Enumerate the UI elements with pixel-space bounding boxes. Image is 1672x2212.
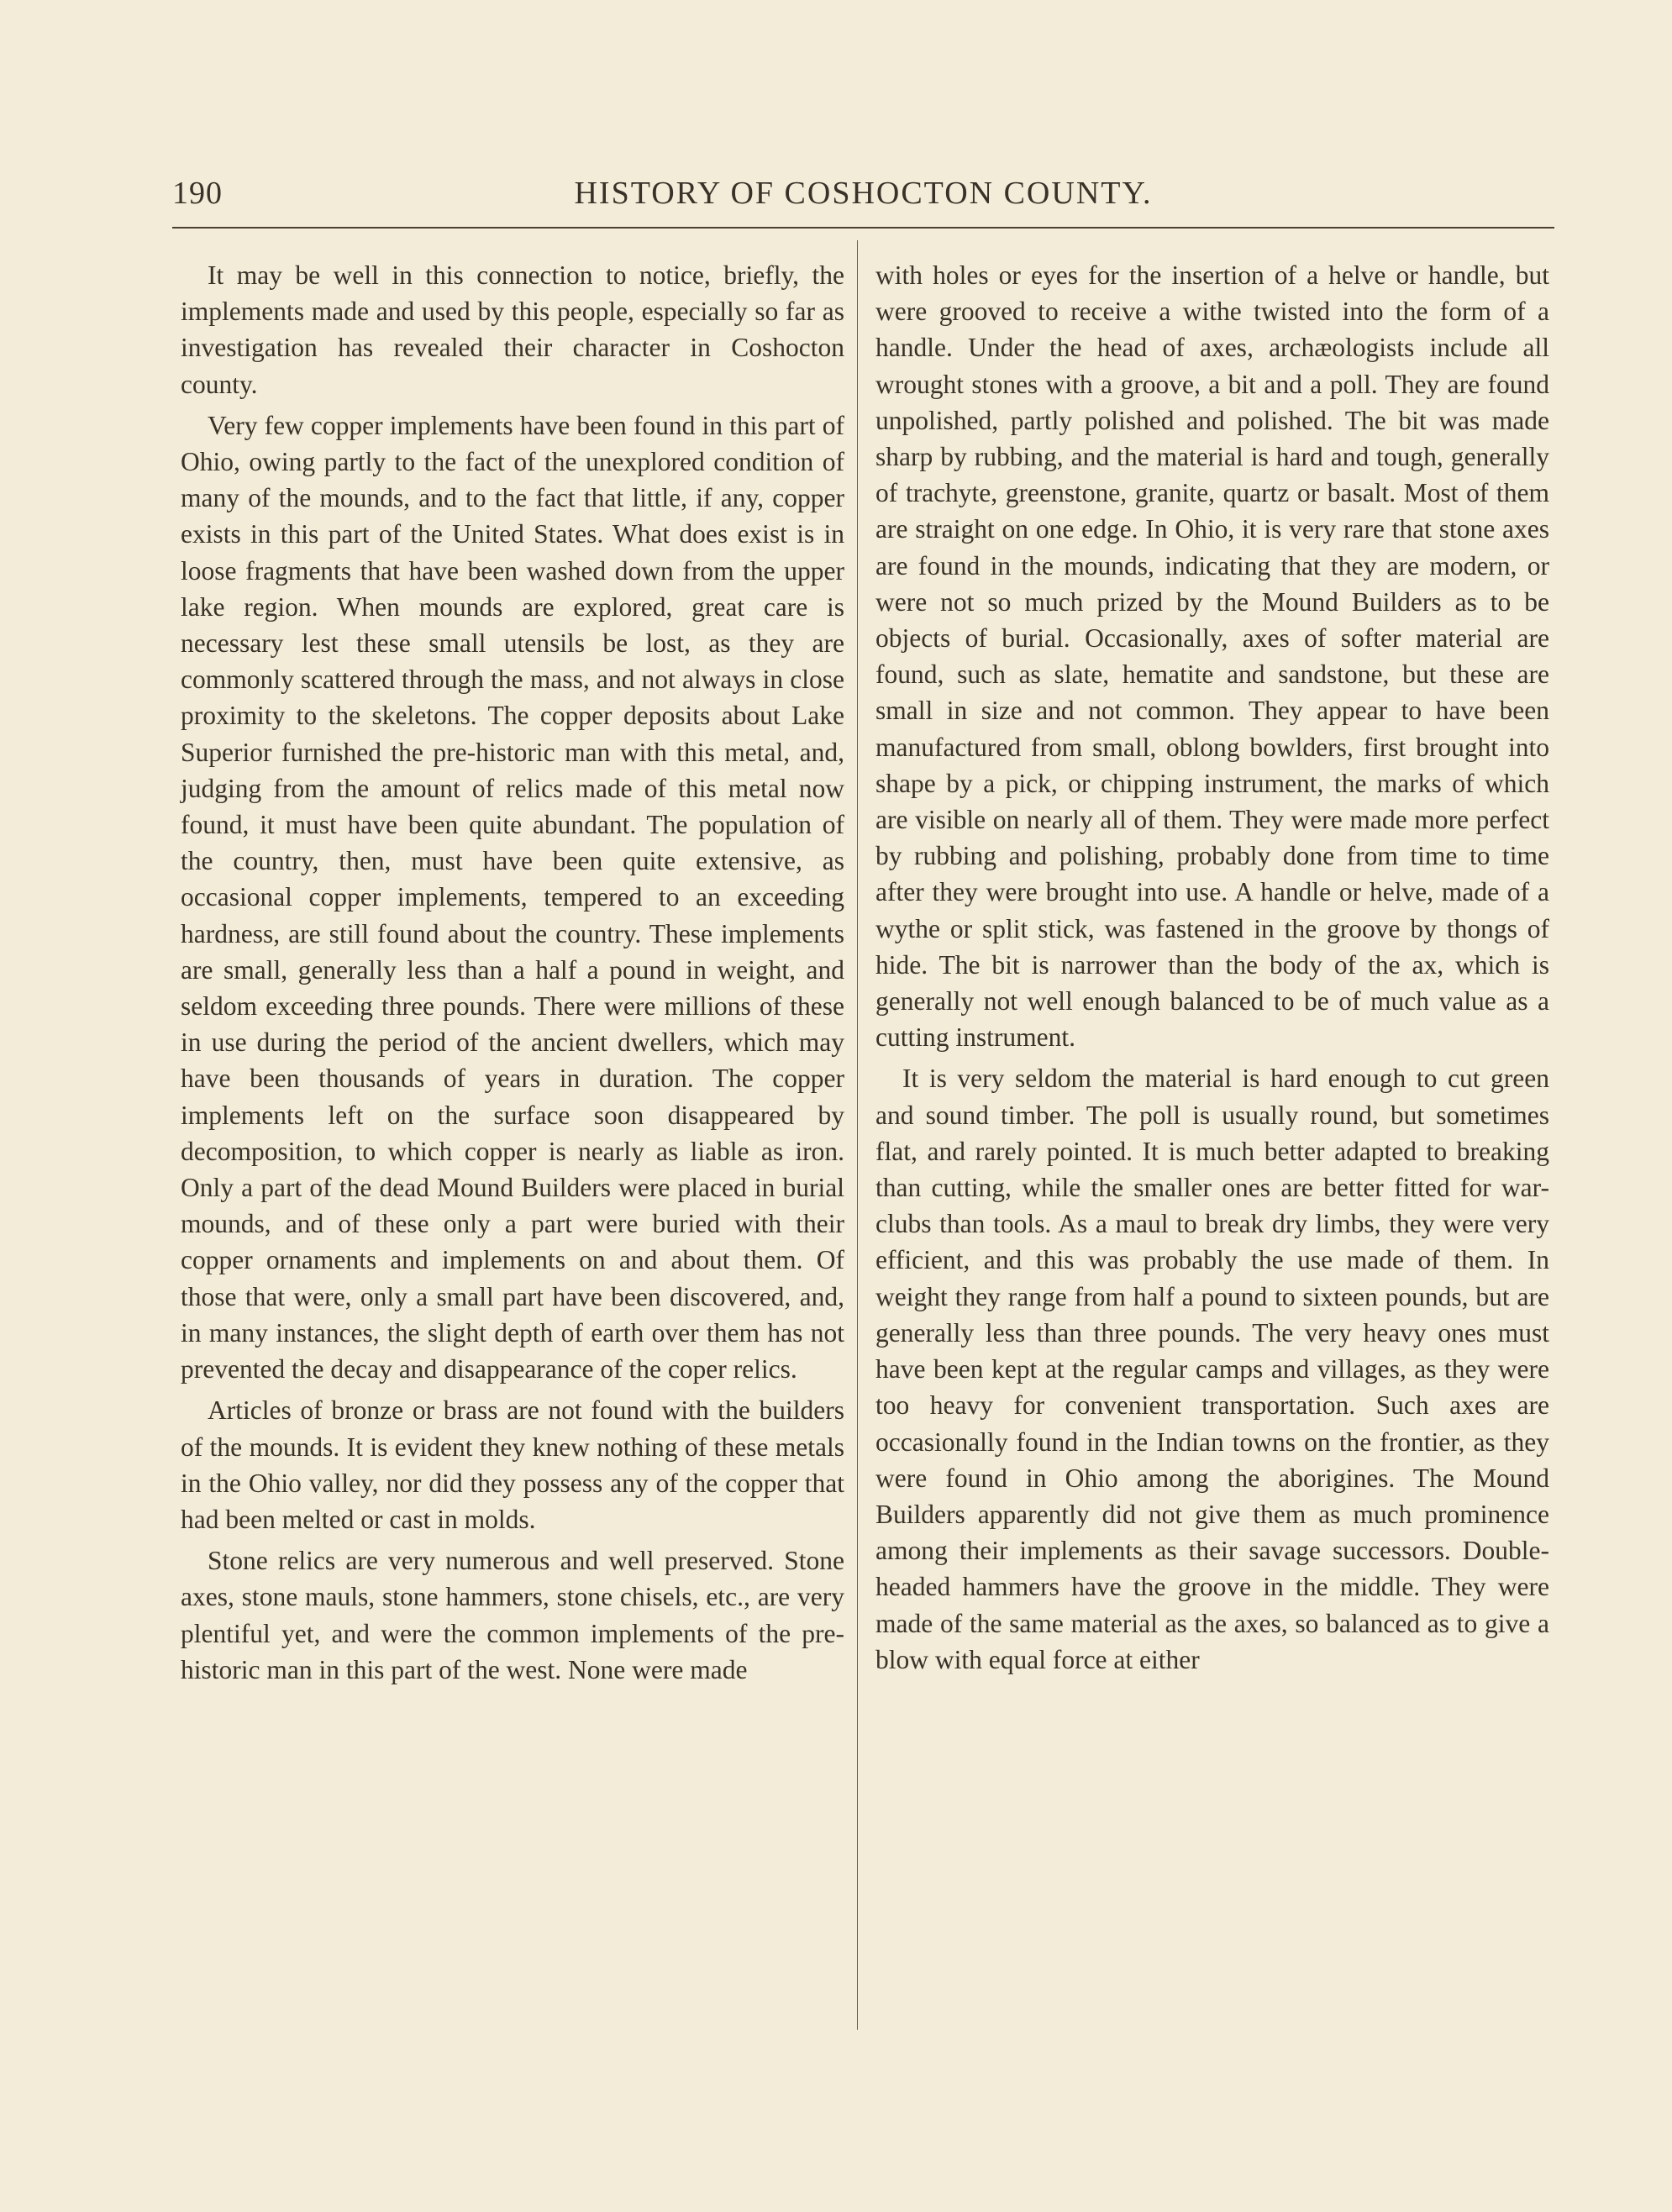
paragraph: Very few copper implements have been found in this part of Ohio, owing partly to the fact of the unexplored condition of many of the mounds, and to the fact that little, if any, copper exists in this part of the United States. What does exist is in loose fragments that have been washed down from the upper lake region. When mounds are explored, great care is necessary lest these small utensils be lost, as they are commonly scattered through the mass, and not always in close proximity to the skeletons. The copper deposits about Lake Superior furnished the pre-historic man with this metal, and, judging from the amount of relics made of this metal now found, it must have been quite abundant. The population of the country, then, must have been quite extensive, as occasional copper implements, tempered to an exceeding hardness, are still found about the country. These implements are small, generally less than a half a pound in weight, and seldom exceeding three pounds. There were millions of these in use during the period of the ancient dwellers, which may have been thousands of years in duration. The copper implements left on the surface soon disappeared by decomposition, to which copper is nearly as liable as iron. Only a part of the dead Mound Builders were placed in burial mounds, and of these only a part were buried with their copper ornaments and implements on and about them. Of those that were, only a small part have been discovered, and, in many instances, the slight depth of earth over them has not prevented the decay and disappearance of the coper relics. <box>181 410 844 1384</box>
paragraph: Stone relics are very numerous and well preserved. Stone axes, stone mauls, stone hammers, stone chisels, etc., are very plentiful yet, and were the common implements of the pre-historic man in this part of the west. None were made <box>181 1546 844 1684</box>
left-column <box>181 257 844 1693</box>
paragraph: with holes or eyes for the insertion of a helve or handle, but were grooved to receive a withe twisted into the form of a handle. Under the head of axes, archæologists include all wrought stones with a groove, a bit and a poll. They are found unpolished, partly polished and polished. The bit was made sharp by rubbing, and the material is hard and tough, generally of trachyte, greenstone, granite, quartz or basalt. Most of them are straight on one edge. In Ohio, it is very rare that stone axes are found in the mounds, indicating that they are modern, or were not so much prized by the Mound Builders as to be objects of burial. Occasionally, axes of softer material are found, such as slate, hematite and sandstone, but these are small in size and not common. They appear to have been manufactured from small, oblong bowlders, first brought into shape by a pick, or chipping instrument, the marks of which are visible on nearly all of them. They were made more perfect by rubbing and polishing, probably done from time to time after they were brought into use. A handle or helve, made of a wythe or split stick, was fastened in the groove by thongs of hide. The bit is narrower than the body of the ax, which is generally not well enough balanced to be of much value as a cutting instrument. <box>875 260 1549 1053</box>
header-rule <box>172 227 1554 229</box>
column-divider <box>857 240 858 2030</box>
page-number: 190 <box>172 176 223 211</box>
running-title: HISTORY OF COSHOCTON COUNTY. <box>574 176 1153 211</box>
paragraph: It may be well in this connection to notice, briefly, the implements made and used by this people, especially so far as investigation has revealed their character in Coshocton county. <box>181 260 844 399</box>
page-header <box>172 175 1554 215</box>
right-column <box>875 257 1549 1683</box>
paragraph: It is very seldom the material is hard enough to cut green and sound timber. The poll is usually round, but sometimes flat, and rarely pointed. It is much better adapted to breaking than cutting, while the smaller ones are better fitted for war-clubs than tools. As a maul to break dry limbs, they were very efficient, and this was probably the use made of them. In weight they range from half a pound to sixteen pounds, but are generally less than three pounds. The very heavy ones must have been kept at the regular camps and villages, as they were too heavy for convenient transportation. Such axes are occasionally found in the Indian towns on the frontier, as they were found in Ohio among the aborigines. The Mound Builders apparently did not give them as much prominence among their implements as their savage successors. Double-headed hammers have the groove in the middle. They were made of the same material as the axes, so balanced as to give a blow with equal force at either <box>875 1064 1549 1674</box>
paragraph: Articles of bronze or brass are not found with the builders of the mounds. It is evident they knew nothing of these metals in the Ohio valley, nor did they possess any of the copper that had been melted or cast in molds. <box>181 1395 844 1534</box>
